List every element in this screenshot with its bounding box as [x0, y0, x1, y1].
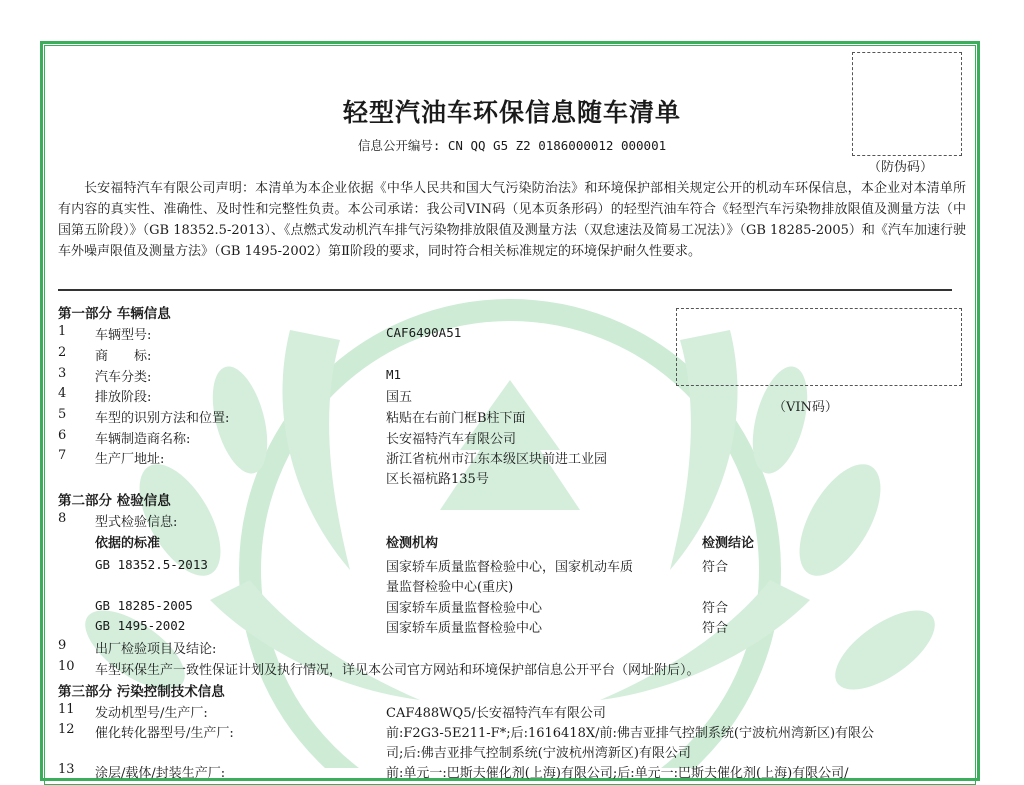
engine-model-value: CAF488WQ5/长安福特汽车有限公司 — [386, 706, 606, 721]
table-standard-cell: GB 18352.5-2013 — [95, 557, 208, 572]
table-header-standard: 依据的标准 — [95, 536, 161, 551]
table-conclusion-cell: 符合 — [702, 601, 729, 616]
conformity-plan-text: 车型环保生产一致性保证计划及执行情况，详见本公司官方网站和环境保护部信息公开平台（网址附后）。 — [95, 663, 700, 678]
part2-heading: 第二部分 检验信息 — [58, 493, 171, 509]
row-number: 9 — [58, 638, 67, 653]
vehicle-model-label: 车辆型号: — [95, 328, 152, 343]
table-agency-cell: 国家轿车质量监督检验中心 — [386, 601, 543, 616]
table-agency-cell: 国家轿车质量监督检验中心 — [386, 621, 543, 636]
catalytic-converter-label: 催化转化器型号/生产厂: — [95, 726, 234, 741]
identification-label: 车型的识别方法和位置: — [95, 411, 230, 426]
manufacturer-label: 车辆制造商名称: — [95, 432, 191, 447]
vehicle-class-value: M1 — [386, 367, 402, 382]
factory-address-line1: 浙江省杭州市江东本级区块前进工业园 — [386, 452, 608, 467]
row-number: 3 — [58, 366, 67, 381]
type-inspection-label: 型式检验信息: — [95, 515, 178, 530]
row-number: 8 — [58, 511, 67, 526]
anti-counterfeit-label: （防伪码） — [868, 160, 934, 175]
factory-inspection-label: 出厂检验项目及结论: — [95, 642, 217, 657]
table-agency-cell-cont: 量监督检验中心(重庆) — [386, 580, 514, 595]
row-number: 5 — [58, 407, 67, 422]
table-conclusion-cell: 符合 — [702, 560, 729, 575]
table-conclusion-cell: 符合 — [702, 621, 729, 636]
row-number: 1 — [58, 324, 67, 339]
catalytic-converter-value: 前:F2G3-5E211-F*;后:1616418X/前:佛吉亚排气控制系统(宁波杭州湾新区)有限公 — [386, 726, 875, 741]
coating-carrier-value: 前:单元一:巴斯夫催化剂(上海)有限公司;后:单元一:巴斯夫催化剂(上海)有限公司/ — [386, 766, 849, 781]
catalytic-converter-value-cont: 司;后:佛吉亚排气控制系统(宁波杭州湾新区)有限公司 — [386, 746, 691, 761]
row-number: 6 — [58, 428, 67, 443]
emission-stage-value: 国五 — [386, 390, 413, 405]
coating-carrier-label: 涂层/载体/封装生产厂: — [95, 766, 226, 781]
row-number: 2 — [58, 345, 67, 360]
part3-heading: 第三部分 污染控制技术信息 — [58, 684, 225, 700]
row-number: 4 — [58, 386, 67, 401]
vehicle-model-value: CAF6490A51 — [386, 325, 462, 340]
row-number: 12 — [58, 722, 75, 737]
factory-address-label: 生产厂地址: — [95, 452, 165, 467]
manufacturer-declaration: 长安福特汽车有限公司声明：本清单为本企业依据《中华人民共和国大气污染防治法》和环境保护部相关规定公开的机动车环保信息，本企业对本清单所有内容的真实性、准确性、及时性和完整性负责。本公司承诺：我公司VIN码（见本页条形码）的轻型汽油车符合《轻型汽车污染物排放限值及测量方法（中国第五阶段）》（GB 18352.5-2013）、《点燃式发动机汽车排气污染物排放限值及测量方法（双怠速法及简易工况法）》（GB 18285-2005）和《汽车加速行驶车外噪声限值及测量方法》（GB 1495-2002）第Ⅱ阶段的要求，同时符合相关标准规定的环境保护耐久性要求。 — [58, 181, 966, 259]
row-number: 7 — [58, 448, 67, 463]
vehicle-class-label: 汽车分类: — [95, 370, 152, 385]
table-standard-cell: GB 18285-2005 — [95, 598, 193, 613]
info-disclosure-number: 信息公开编号: CN QQ G5 Z2 0186000012 000001 — [357, 138, 667, 153]
manufacturer-value: 长安福特汽车有限公司 — [386, 432, 517, 447]
part1-heading: 第一部分 车辆信息 — [58, 306, 171, 322]
emission-stage-label: 排放阶段: — [95, 390, 152, 405]
table-header-agency: 检测机构 — [386, 536, 439, 551]
row-number: 10 — [58, 659, 75, 674]
vin-barcode-box — [676, 308, 962, 386]
row-number: 11 — [58, 702, 75, 717]
identification-value: 粘贴在右前门框B柱下面 — [386, 411, 526, 426]
row-number: 13 — [58, 762, 75, 777]
document-title: 轻型汽油车环保信息随车清单 — [342, 98, 681, 127]
factory-address-line2: 区长福杭路135号 — [386, 472, 489, 487]
section-divider — [58, 289, 952, 291]
trademark-label: 商 标: — [95, 349, 152, 364]
table-header-conclusion: 检测结论 — [702, 536, 755, 551]
engine-model-label: 发动机型号/生产厂: — [95, 706, 208, 721]
table-standard-cell: GB 1495-2002 — [95, 618, 186, 633]
table-agency-cell: 国家轿车质量监督检验中心，国家机动车质 — [386, 560, 634, 575]
vin-label: （VIN码） — [773, 400, 838, 415]
